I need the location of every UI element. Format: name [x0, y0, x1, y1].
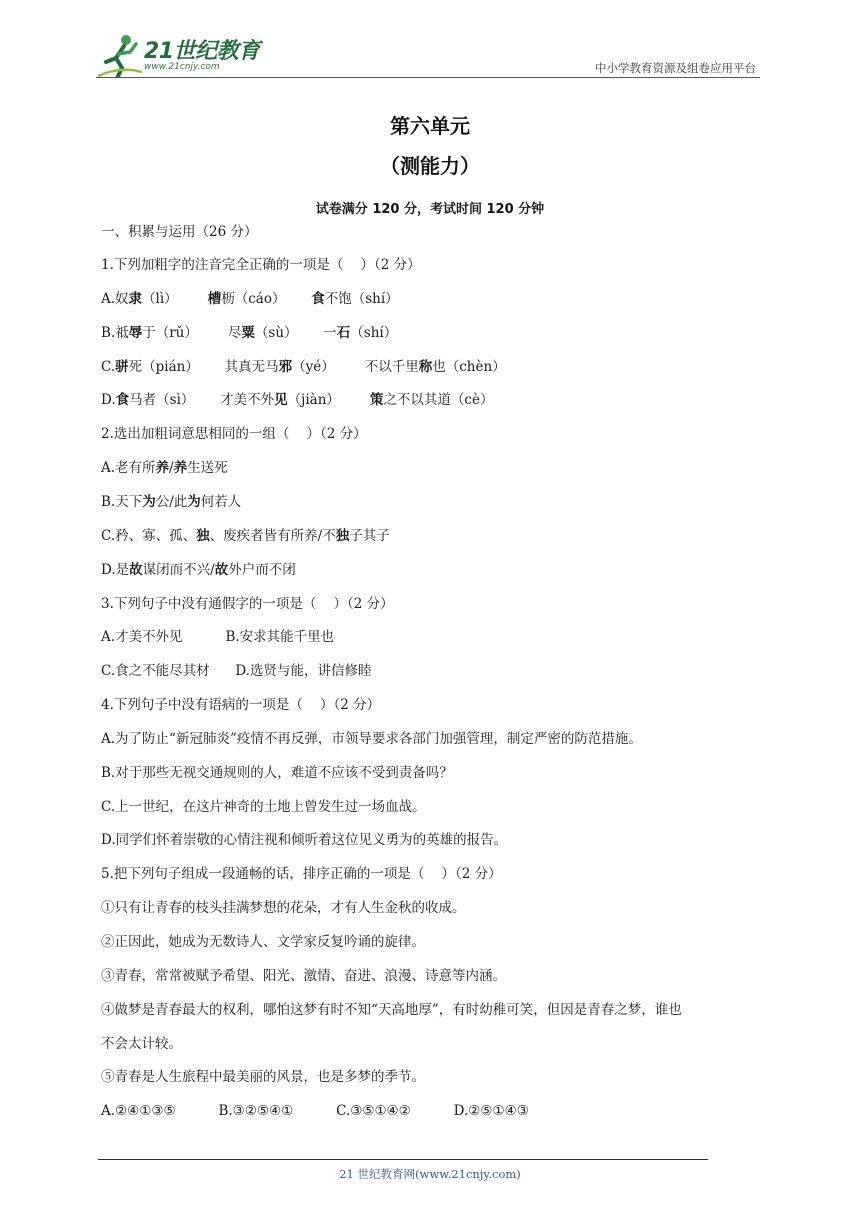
line-text: ①只有让青春的枝头挂满梦想的花朵，才有人生金秋的收成。: [101, 900, 466, 916]
bold-char: 骈: [115, 359, 129, 375]
line-text: 马者（sì） 才美不外: [129, 392, 275, 408]
exam-line: [101, 662, 372, 680]
bold-char: 食: [115, 392, 130, 408]
line-text: ③青春，常常被赋予希望、阳光、激情、奋进、浪漫、诗意等内涵。: [101, 968, 506, 984]
line-text: （shí）: [350, 325, 398, 341]
exam-info: 试卷满分 120 分，考试时间 120 分钟: [315, 202, 545, 217]
bold-char: 为: [142, 494, 156, 510]
bold-char: 独: [196, 528, 210, 544]
exam-line: [101, 1102, 529, 1120]
logo-text: 21世纪教育: [144, 39, 260, 64]
exam-line: [101, 798, 426, 816]
line-text: 外户而不闭: [228, 562, 296, 578]
line-text: （sù） 一: [254, 325, 337, 341]
exam-line: [101, 358, 506, 376]
line-text: B.祗: [101, 325, 129, 341]
exam-line: [101, 493, 241, 511]
bold-char: 辱: [128, 325, 143, 341]
exam-line: [101, 696, 380, 714]
line-text: A.为了防止“新冠肺炎”疫情不再反弹，市领导要求各部门加强管理，制定严密的防范措施。: [101, 731, 642, 747]
bold-char: 粟: [241, 325, 255, 341]
line-text: 不饱（shí）: [324, 291, 399, 307]
line-text: 谋闭而不兴/: [142, 562, 215, 578]
line-text: D.是: [101, 562, 130, 578]
exam-line: [101, 764, 453, 782]
exam-line: [101, 865, 502, 883]
exam-line: [101, 290, 399, 308]
line-text: ⑤青春是人生旅程中最美丽的风景，也是多梦的季节。: [101, 1069, 425, 1085]
runner-logo-icon: [96, 32, 144, 78]
page-header: [96, 28, 760, 80]
line-text: /: [169, 460, 174, 476]
bold-char: 养: [173, 460, 188, 476]
bold-char: 食: [311, 291, 325, 307]
line-text: D.: [101, 392, 116, 408]
footer-divider: [98, 1159, 708, 1160]
bold-char: 石: [336, 325, 351, 341]
exam-line: [101, 391, 494, 409]
exam-line: [101, 223, 257, 241]
line-text: 何若人: [200, 494, 242, 510]
line-text: （jiàn）: [287, 392, 370, 408]
platform-name: 中小学教育资源及组卷应用平台: [595, 61, 756, 75]
line-text: 也（chèn）: [432, 359, 506, 375]
exam-line: [101, 730, 642, 748]
line-text: 之不以其道（cè）: [383, 392, 494, 408]
line-text: A.②④①③⑤ B.③②⑤④① C.③⑤①④② D.②⑤①④③: [101, 1103, 529, 1119]
bold-char: 故: [214, 562, 229, 578]
line-text: A.老有所: [101, 460, 156, 476]
line-text: 5.把下列句子组成一段通畅的话，排序正确的一项是（ ）（2 分）: [101, 866, 502, 882]
line-text: 子其子: [349, 528, 390, 544]
line-text: 公/此: [155, 494, 188, 510]
line-text: 一、积累与运用（26 分）: [101, 224, 258, 240]
bold-char: 养: [155, 460, 170, 476]
exam-line: [101, 595, 394, 613]
logo-url: www.21cnjy.com: [144, 62, 220, 72]
exam-line: [101, 967, 506, 985]
line-text: （lì）: [142, 291, 208, 307]
bold-char: 见: [274, 392, 288, 408]
line-text: C.: [101, 359, 116, 375]
exam-line: [101, 425, 367, 443]
line-text: 2.选出加粗词意思相同的一组（ ）（2 分）: [101, 426, 367, 442]
page-subtitle: （测能力）: [380, 154, 480, 178]
bold-char: 隶: [128, 291, 143, 307]
line-text: A.奴: [101, 291, 129, 307]
bold-char: 邪: [278, 359, 293, 375]
bold-char: 策: [369, 392, 384, 408]
line-text: C.上一世纪，在这片神奇的土地上曾发生过一场血战。: [101, 799, 426, 815]
bold-char: 称: [418, 359, 433, 375]
exam-line: [101, 933, 425, 951]
page-title: 第六单元: [390, 114, 470, 138]
bold-char: 故: [129, 562, 143, 578]
line-text: A.才美不外见 B.安求其能千里也: [101, 629, 335, 645]
bold-char: 独: [335, 528, 350, 544]
site-logo: [96, 32, 266, 78]
exam-line: [101, 831, 507, 849]
line-text: 1.下列加粗字的注音完全正确的一项是（ ）（2 分）: [101, 257, 421, 273]
bold-char: 为: [187, 494, 201, 510]
bold-char: 槽: [207, 291, 222, 307]
line-text: C.食之不能尽其材 D.选贤与能，讲信修睦: [101, 663, 372, 679]
line-text: 、废疾者皆有所养/不: [209, 528, 336, 544]
exam-line: [101, 628, 334, 646]
exam-line: [101, 459, 228, 477]
line-text: 生送死: [187, 460, 228, 476]
header-divider: [96, 77, 760, 78]
line-text: C.矜、寡、孤、: [101, 528, 197, 544]
line-text: 于（rǔ） 尽: [142, 325, 242, 341]
footer-text: 21 世纪教育网(www.21cnjy.com): [339, 1167, 521, 1181]
line-text: B.对于那些无视交通规则的人，难道不应该不受到责备吗？: [101, 765, 453, 781]
line-text: 不会太计较。: [101, 1036, 182, 1052]
exam-line: [101, 324, 397, 342]
line-text: 4.下列句子中没有语病的一项是（ ）（2 分）: [101, 697, 381, 713]
exam-line: [101, 1035, 182, 1053]
exam-line: [101, 899, 466, 917]
exam-line: [101, 256, 421, 274]
line-text: （yé） 不以千里: [292, 359, 419, 375]
line-text: B.天下: [101, 494, 143, 510]
line-text: 死（pián） 其真无马: [128, 359, 279, 375]
line-text: D.同学们怀着崇敬的心情注视和倾听着这位见义勇为的英雄的报告。: [101, 832, 508, 848]
exam-line: [101, 1001, 682, 1019]
exam-line: [101, 1068, 425, 1086]
line-text: ④做梦是青春最大的权利，哪怕这梦有时不知“天高地厚”，有时幼稚可笑，但因是青春之梦，谁也: [101, 1002, 682, 1018]
exam-line: [101, 527, 390, 545]
line-text: ②正因此，她成为无数诗人、文学家反复吟诵的旋律。: [101, 934, 425, 950]
line-text: 3.下列句子中没有通假字的一项是（ ）（2 分）: [101, 596, 394, 612]
exam-line: [101, 561, 296, 579]
line-text: 枥（cáo）: [221, 291, 312, 307]
